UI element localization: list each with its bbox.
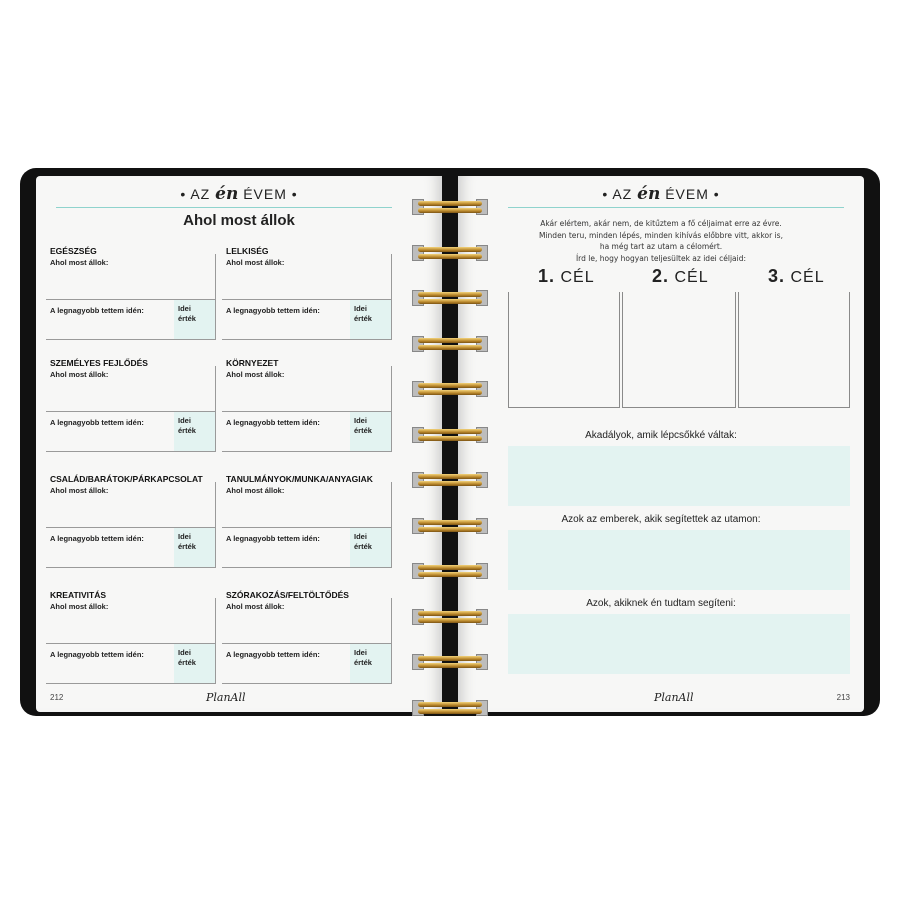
best-action-label: A legnagyobb tettem idén:: [226, 418, 320, 427]
intro-text: [488, 218, 834, 264]
ring-wire: [418, 208, 482, 213]
goal-number: 2.: [652, 266, 670, 286]
yearly-value-label: érték: [178, 542, 196, 551]
left-page: [36, 176, 442, 712]
best-action-label: A legnagyobb tettem idén:: [50, 650, 144, 659]
current-state-label: Ahol most állok:: [50, 370, 109, 379]
goal-text: CÉL: [674, 269, 709, 286]
ring-wire: [418, 292, 482, 297]
yearly-value-label: Idei: [178, 416, 191, 425]
ring-wire: [418, 481, 482, 486]
ring-wire: [418, 709, 482, 714]
reflection-cell: [222, 246, 392, 340]
reflection-cell: [222, 474, 392, 568]
binding-ring: [412, 334, 488, 354]
yearly-value-box[interactable]: [174, 528, 216, 568]
best-action-label: A legnagyobb tettem idén:: [226, 534, 320, 543]
ring-wire: [418, 702, 482, 707]
binding-ring: [412, 243, 488, 263]
current-state-label: Ahol most állok:: [50, 486, 109, 495]
yearly-value-box[interactable]: [350, 528, 392, 568]
yearly-value-label: Idei: [354, 416, 367, 425]
ring-wire: [418, 383, 482, 388]
left-page-header: [36, 184, 442, 204]
ring-wire: [418, 611, 482, 616]
ring-wire: [418, 390, 482, 395]
goal-2-label: [652, 266, 709, 287]
current-state-label: Ahol most állok:: [50, 258, 109, 267]
ring-wire: [418, 474, 482, 479]
current-state-label: Ahol most állok:: [226, 486, 285, 495]
helped-box[interactable]: [508, 614, 850, 674]
brand-logo: PlanAll: [654, 691, 694, 704]
ring-wire: [418, 436, 482, 441]
category-label: SZÓRAKOZÁS/FELTÖLTŐDÉS: [226, 590, 349, 600]
yearly-value-label: érték: [354, 542, 372, 551]
goal-number: 3.: [768, 266, 786, 286]
ring-wire: [418, 254, 482, 259]
category-label: LELKISÉG: [226, 246, 269, 256]
reflection-cell: [46, 590, 216, 684]
goal-number: 1.: [538, 266, 556, 286]
yearly-value-box[interactable]: [350, 412, 392, 452]
ring-wire: [418, 345, 482, 350]
yearly-value-label: érték: [354, 658, 372, 667]
ring-wire: [418, 656, 482, 661]
category-label: SZEMÉLYES FEJLŐDÉS: [50, 358, 148, 368]
current-state-label: Ahol most állok:: [50, 602, 109, 611]
category-label: TANULMÁNYOK/MUNKA/ANYAGIAK: [226, 474, 373, 484]
ring-wire: [418, 247, 482, 252]
ring-wire: [418, 338, 482, 343]
right-page-header: [458, 184, 864, 204]
yearly-value-label: Idei: [178, 648, 191, 657]
binding-ring: [412, 607, 488, 627]
goal-1-box[interactable]: [508, 292, 620, 408]
header-suffix: ÉVEM •: [665, 186, 720, 202]
category-label: KREATIVITÁS: [50, 590, 107, 600]
current-state-label: Ahol most állok:: [226, 370, 285, 379]
yearly-value-label: Idei: [354, 648, 367, 657]
binding-ring: [412, 425, 488, 445]
yearly-value-label: érték: [178, 426, 196, 435]
intro-line: Minden teru, minden lépés, minden kihívás előbbre vitt, akkor is,: [539, 230, 783, 240]
ring-wire: [418, 565, 482, 570]
category-label: KÖRNYEZET: [226, 358, 279, 368]
yearly-value-box[interactable]: [350, 300, 392, 340]
goal-3-box[interactable]: [738, 292, 850, 408]
ring-wire: [418, 527, 482, 532]
intro-line: Akár elértem, akár nem, de kitűztem a fő céljaimat erre az évre.: [540, 219, 782, 228]
reflection-cell: [222, 590, 392, 684]
yearly-value-label: Idei: [354, 304, 367, 313]
header-en: én: [215, 184, 239, 204]
obstacles-label: Akadályok, amik lépcsőkké váltak:: [585, 430, 737, 441]
reflection-cell: [46, 246, 216, 340]
best-action-label: A legnagyobb tettem idén:: [226, 650, 320, 659]
obstacles-box[interactable]: [508, 446, 850, 506]
right-page: [458, 176, 864, 712]
binding-ring: [412, 561, 488, 581]
goal-2-box[interactable]: [622, 292, 736, 408]
yearly-value-label: Idei: [178, 532, 191, 541]
category-label: CSALÁD/BARÁTOK/PÁRKAPCSOLAT: [50, 474, 203, 484]
page-number: 212: [50, 693, 64, 702]
yearly-value-box[interactable]: [174, 644, 216, 684]
header-en: én: [637, 184, 661, 204]
intro-line: Írd le, hogy hogyan teljesültek az idei céljaid:: [575, 253, 747, 263]
brand-logo: PlanAll: [206, 691, 246, 704]
yearly-value-label: érték: [354, 426, 372, 435]
ring-wire: [418, 663, 482, 668]
yearly-value-box[interactable]: [174, 412, 216, 452]
helpers-box[interactable]: [508, 530, 850, 590]
binding-ring: [412, 516, 488, 536]
header-rule: [56, 207, 392, 208]
best-action-label: A legnagyobb tettem idén:: [50, 306, 144, 315]
yearly-value-label: Idei: [178, 304, 191, 313]
category-label: EGÉSZSÉG: [50, 246, 97, 256]
helped-label: Azok, akiknek én tudtam segíteni:: [586, 598, 736, 609]
best-action-label: A legnagyobb tettem idén:: [50, 418, 144, 427]
reflection-cell: [46, 474, 216, 568]
binding-ring: [412, 652, 488, 672]
reflection-cell: [222, 358, 392, 452]
page-title: Ahol most állok: [183, 212, 295, 229]
reflection-cell: [46, 358, 216, 452]
binding-ring: [412, 470, 488, 490]
ring-wire: [418, 520, 482, 525]
best-action-label: A legnagyobb tettem idén:: [50, 534, 144, 543]
header-prefix: • AZ: [180, 186, 211, 202]
binding-ring: [412, 698, 488, 718]
yearly-value-box[interactable]: [174, 300, 216, 340]
yearly-value-label: érték: [354, 314, 372, 323]
goal-3-label: [768, 266, 825, 287]
goal-text: CÉL: [560, 269, 595, 286]
header-prefix: • AZ: [602, 186, 633, 202]
best-action-label: A legnagyobb tettem idén:: [226, 306, 320, 315]
goal-1-label: [538, 266, 595, 287]
yearly-value-label: érték: [178, 658, 196, 667]
ring-wire: [418, 572, 482, 577]
ring-wire: [418, 299, 482, 304]
yearly-value-label: Idei: [354, 532, 367, 541]
yearly-value-box[interactable]: [350, 644, 392, 684]
ring-wire: [418, 429, 482, 434]
current-state-label: Ahol most állok:: [226, 258, 285, 267]
binding-ring: [412, 197, 488, 217]
current-state-label: Ahol most állok:: [226, 602, 285, 611]
ring-wire: [418, 201, 482, 206]
binding-ring: [412, 379, 488, 399]
yearly-value-label: érték: [178, 314, 196, 323]
helpers-label: Azok az emberek, akik segítettek az utamon:: [561, 514, 761, 525]
ring-wire: [418, 618, 482, 623]
header-rule: [508, 207, 844, 208]
page-number: 213: [836, 693, 850, 702]
intro-line: ha még tart az utam a célomért.: [599, 242, 723, 251]
goal-text: CÉL: [790, 269, 825, 286]
binding-ring: [412, 288, 488, 308]
header-suffix: ÉVEM •: [243, 186, 298, 202]
